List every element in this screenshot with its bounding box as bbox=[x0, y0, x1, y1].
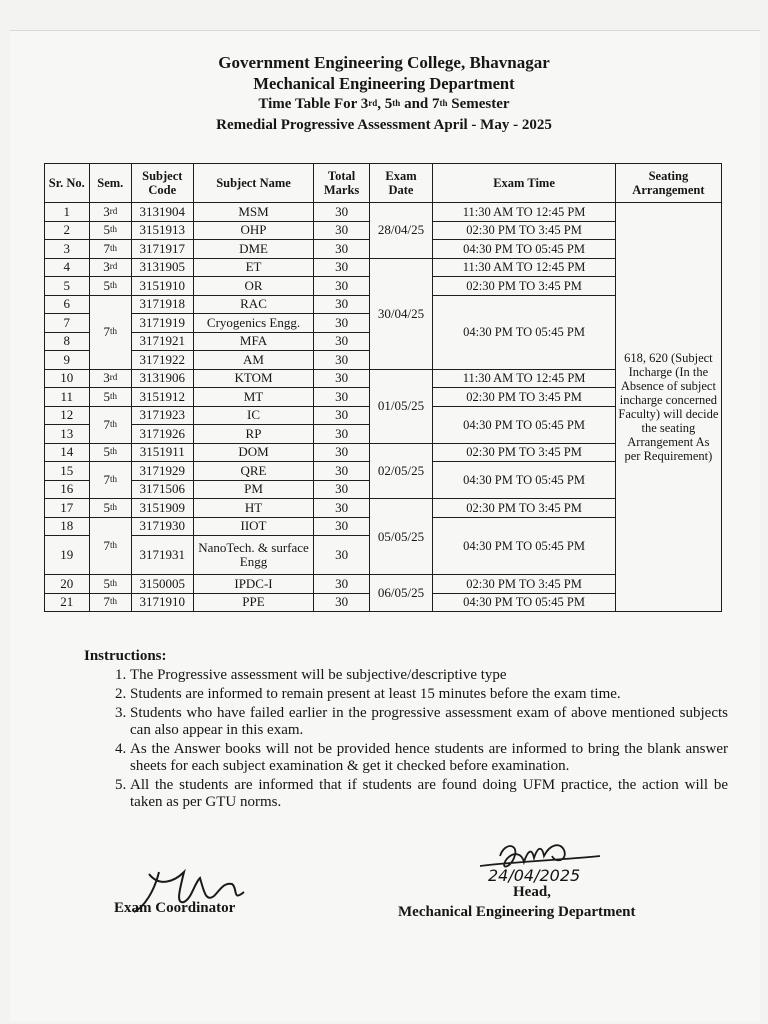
cell-code: 3171919 bbox=[132, 314, 194, 333]
col-seating: Seating Arrangement bbox=[615, 164, 721, 203]
cell-code: 3131905 bbox=[132, 258, 194, 277]
cell-code: 3171931 bbox=[132, 536, 194, 575]
cell-code: 3171506 bbox=[132, 480, 194, 499]
cell-time: 02:30 PM TO 3:45 PM bbox=[433, 221, 616, 240]
cell-marks: 30 bbox=[314, 443, 369, 462]
list-item: 5. All the students are informed that if students are found doing UFM practice, the action will be taken as per GTU norms. bbox=[130, 777, 728, 811]
cell-sem: 5th bbox=[89, 277, 131, 296]
cell-code: 3131904 bbox=[132, 203, 194, 222]
cell-marks: 30 bbox=[314, 593, 369, 612]
cell-date: 01/05/25 bbox=[369, 369, 433, 443]
col-total-marks: Total Marks bbox=[314, 164, 369, 203]
cell-name: NanoTech. & surface Engg bbox=[193, 536, 314, 575]
instructions-title: Instructions: bbox=[84, 648, 167, 664]
cell-sem: 7th bbox=[89, 240, 131, 259]
cell-time: 02:30 PM TO 3:45 PM bbox=[433, 575, 616, 594]
cell-time: 02:30 PM TO 3:45 PM bbox=[433, 277, 616, 296]
cell-sr: 2 bbox=[45, 221, 90, 240]
department-name: Mechanical Engineering Department bbox=[253, 74, 515, 93]
cell-sr: 18 bbox=[45, 517, 90, 536]
cell-sr: 20 bbox=[45, 575, 90, 594]
cell-name: MSM bbox=[193, 203, 314, 222]
instructions-list bbox=[84, 667, 728, 811]
cell-code: 3151909 bbox=[132, 499, 194, 518]
cell-time: 04:30 PM TO 05:45 PM bbox=[433, 462, 616, 499]
cell-time: 04:30 PM TO 05:45 PM bbox=[433, 240, 616, 259]
col-subject-code: Subject Code bbox=[132, 164, 194, 203]
cell-code: 3151910 bbox=[132, 277, 194, 296]
cell-name: RAC bbox=[193, 295, 314, 314]
cell-sr: 5 bbox=[45, 277, 90, 296]
cell-sr: 19 bbox=[45, 536, 90, 575]
list-item: 2. Students are informed to remain present at least 15 minutes before the exam time. bbox=[130, 686, 728, 703]
cell-name: PPE bbox=[193, 593, 314, 612]
cell-code: 3171926 bbox=[132, 425, 194, 444]
cell-sem: 3rd bbox=[89, 258, 131, 277]
cell-time: 02:30 PM TO 3:45 PM bbox=[433, 388, 616, 407]
cell-name: RP bbox=[193, 425, 314, 444]
cell-sem: 5th bbox=[89, 443, 131, 462]
cell-marks: 30 bbox=[314, 240, 369, 259]
cell-time: 04:30 PM TO 05:45 PM bbox=[433, 406, 616, 443]
cell-code: 3151911 bbox=[132, 443, 194, 462]
cell-sr: 14 bbox=[45, 443, 90, 462]
cell-time: 11:30 AM TO 12:45 PM bbox=[433, 258, 616, 277]
cell-time: 02:30 PM TO 3:45 PM bbox=[433, 499, 616, 518]
col-exam-time: Exam Time bbox=[433, 164, 616, 203]
cell-name: MT bbox=[193, 388, 314, 407]
cell-sem: 5th bbox=[89, 575, 131, 594]
cell-name: AM bbox=[193, 351, 314, 370]
cell-name: DME bbox=[193, 240, 314, 259]
cell-seating: 618, 620 (Subject Incharge (In the Absence of subject incharge concerned Faculty) will decide the seating Arrangement As per Requirement) bbox=[615, 203, 721, 612]
cell-code: 3171929 bbox=[132, 462, 194, 481]
cell-code: 3171922 bbox=[132, 351, 194, 370]
cell-date: 28/04/25 bbox=[369, 203, 433, 259]
cell-sr: 13 bbox=[45, 425, 90, 444]
cell-marks: 30 bbox=[314, 258, 369, 277]
instructions bbox=[84, 648, 728, 813]
list-item: 4. As the Answer books will not be provided hence students are informed to bring the blank answer sheets for each subject examination & get it checked before examination. bbox=[130, 741, 728, 775]
cell-sr: 1 bbox=[45, 203, 90, 222]
cell-code: 3171923 bbox=[132, 406, 194, 425]
cell-code: 3171918 bbox=[132, 295, 194, 314]
college-name: Government Engineering College, Bhavnagar bbox=[218, 53, 550, 72]
cell-time: 11:30 AM TO 12:45 PM bbox=[433, 369, 616, 388]
cell-sr: 15 bbox=[45, 462, 90, 481]
col-exam-date: Exam Date bbox=[369, 164, 433, 203]
cell-sem: 7th bbox=[89, 517, 131, 575]
cell-time: 04:30 PM TO 05:45 PM bbox=[433, 593, 616, 612]
cell-date: 05/05/25 bbox=[369, 499, 433, 575]
list-item: 3. Students who have failed earlier in the progressive assessment exam of above mentioned subjects can also appear in this exam. bbox=[130, 705, 728, 739]
timetable-title: Time Table For 3rd, 5th and 7th Semester bbox=[258, 96, 510, 112]
cell-code: 3131906 bbox=[132, 369, 194, 388]
list-item: 1. The Progressive assessment will be subjective/descriptive type bbox=[130, 667, 728, 684]
cell-sr: 10 bbox=[45, 369, 90, 388]
cell-name: IIOT bbox=[193, 517, 314, 536]
cell-date: 30/04/25 bbox=[369, 258, 433, 369]
cell-date: 06/05/25 bbox=[369, 575, 433, 612]
cell-name: ET bbox=[193, 258, 314, 277]
cell-marks: 30 bbox=[314, 536, 369, 575]
cell-code: 3150005 bbox=[132, 575, 194, 594]
cell-sr: 11 bbox=[45, 388, 90, 407]
cell-sem: 7th bbox=[89, 406, 131, 443]
cell-marks: 30 bbox=[314, 314, 369, 333]
cell-name: QRE bbox=[193, 462, 314, 481]
cell-marks: 30 bbox=[314, 425, 369, 444]
cell-sr: 6 bbox=[45, 295, 90, 314]
cell-name: MFA bbox=[193, 332, 314, 351]
cell-sem: 7th bbox=[89, 462, 131, 499]
col-sem: Sem. bbox=[89, 164, 131, 203]
cell-sem: 3rd bbox=[89, 203, 131, 222]
cell-sr: 3 bbox=[45, 240, 90, 259]
cell-marks: 30 bbox=[314, 332, 369, 351]
cell-sem: 5th bbox=[89, 221, 131, 240]
cell-sr: 21 bbox=[45, 593, 90, 612]
cell-code: 3171921 bbox=[132, 332, 194, 351]
cell-code: 3171910 bbox=[132, 593, 194, 612]
cell-marks: 30 bbox=[314, 351, 369, 370]
cell-code: 3171917 bbox=[132, 240, 194, 259]
timetable bbox=[44, 163, 722, 612]
cell-sr: 9 bbox=[45, 351, 90, 370]
cell-sr: 12 bbox=[45, 406, 90, 425]
cell-marks: 30 bbox=[314, 369, 369, 388]
cell-code: 3151912 bbox=[132, 388, 194, 407]
cell-marks: 30 bbox=[314, 295, 369, 314]
cell-name: OR bbox=[193, 277, 314, 296]
table-header-row bbox=[45, 164, 722, 203]
cell-name: HT bbox=[193, 499, 314, 518]
cell-sem: 5th bbox=[89, 499, 131, 518]
cell-marks: 30 bbox=[314, 406, 369, 425]
cell-time: 02:30 PM TO 3:45 PM bbox=[433, 443, 616, 462]
col-sr-no: Sr. No. bbox=[45, 164, 90, 203]
table-row bbox=[45, 203, 722, 222]
cell-sem: 5th bbox=[89, 388, 131, 407]
cell-name: Cryogenics Engg. bbox=[193, 314, 314, 333]
department-label: Mechanical Engineering Department bbox=[398, 904, 636, 920]
cell-sem: 7th bbox=[89, 593, 131, 612]
cell-sr: 8 bbox=[45, 332, 90, 351]
cell-marks: 30 bbox=[314, 499, 369, 518]
cell-marks: 30 bbox=[314, 277, 369, 296]
cell-marks: 30 bbox=[314, 517, 369, 536]
head-label: Head, bbox=[513, 884, 551, 900]
assessment-title: Remedial Progressive Assessment April - May - 2025 bbox=[216, 117, 552, 133]
cell-sem: 3rd bbox=[89, 369, 131, 388]
cell-name: IC bbox=[193, 406, 314, 425]
cell-sr: 17 bbox=[45, 499, 90, 518]
cell-sem: 7th bbox=[89, 295, 131, 369]
cell-sr: 4 bbox=[45, 258, 90, 277]
cell-code: 3151913 bbox=[132, 221, 194, 240]
cell-marks: 30 bbox=[314, 462, 369, 481]
cell-name: DOM bbox=[193, 443, 314, 462]
cell-name: OHP bbox=[193, 221, 314, 240]
cell-marks: 30 bbox=[314, 221, 369, 240]
cell-marks: 30 bbox=[314, 575, 369, 594]
cell-name: PM bbox=[193, 480, 314, 499]
cell-time: 04:30 PM TO 05:45 PM bbox=[433, 517, 616, 575]
col-subject-name: Subject Name bbox=[193, 164, 314, 203]
cell-date: 02/05/25 bbox=[369, 443, 433, 499]
document-header bbox=[0, 52, 768, 136]
cell-marks: 30 bbox=[314, 388, 369, 407]
cell-name: KTOM bbox=[193, 369, 314, 388]
cell-sr: 7 bbox=[45, 314, 90, 333]
cell-code: 3171930 bbox=[132, 517, 194, 536]
cell-marks: 30 bbox=[314, 203, 369, 222]
cell-time: 04:30 PM TO 05:45 PM bbox=[433, 295, 616, 369]
cell-time: 11:30 AM TO 12:45 PM bbox=[433, 203, 616, 222]
cell-marks: 30 bbox=[314, 480, 369, 499]
signature-date: 24/04/2025 bbox=[488, 866, 581, 885]
cell-sr: 16 bbox=[45, 480, 90, 499]
cell-name: IPDC-I bbox=[193, 575, 314, 594]
exam-coordinator-label: Exam Coordinator bbox=[114, 900, 236, 916]
